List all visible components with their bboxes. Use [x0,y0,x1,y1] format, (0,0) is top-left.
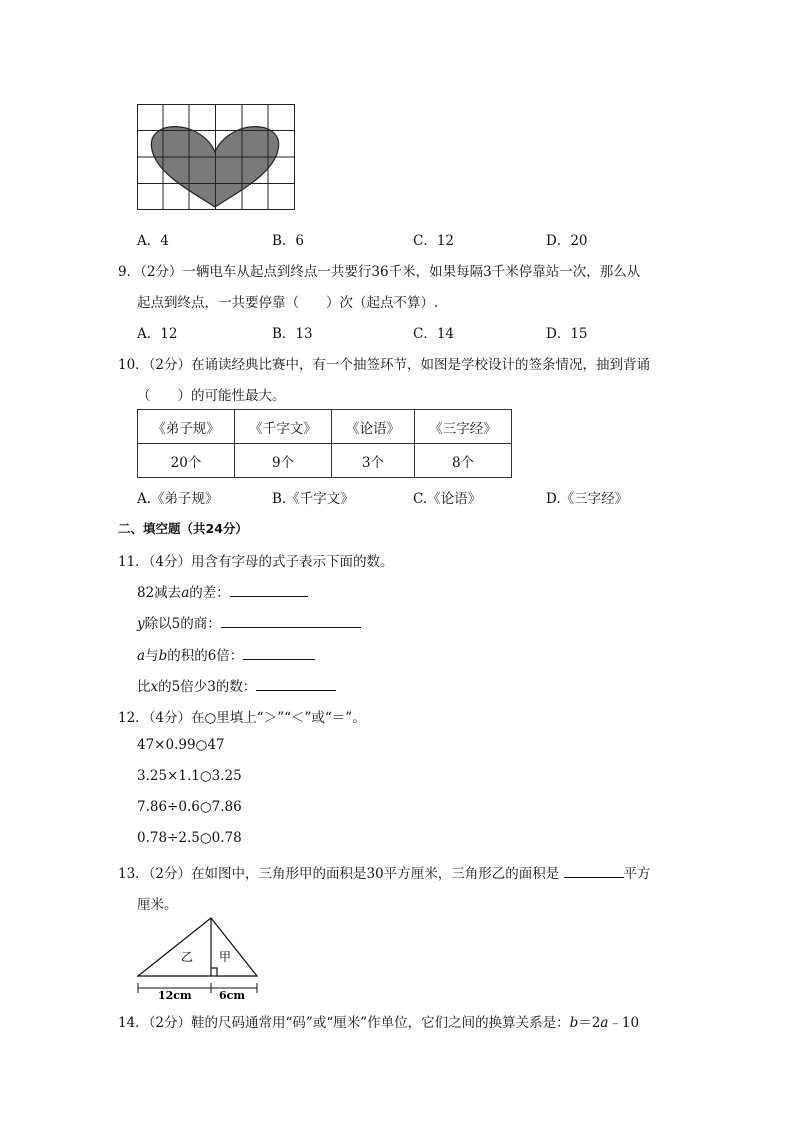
q11-item-1 [137,581,308,601]
q13-line-1 [118,862,651,882]
q9-option-d[interactable]: D．15 [546,326,588,342]
q10-line-1: 10．（2分）在诵读经典比赛中，有一个抽签环节，如图是学校设计的签条情况，抽到背诵 [118,357,651,373]
q9-line-1: 9．（2分）一辆电车从起点到终点一共要行36千米，如果每隔3千米停靠站一次，那么从 [118,264,641,280]
q12-item-2: 3.25×1.1○3.25 [137,768,242,784]
table-header-cell: 《千字文》 [235,410,332,444]
table-header-cell: 《弟子规》 [138,410,235,444]
q11-item-text: 的5倍少3的数： [158,679,257,695]
q9-option-b[interactable]: B．13 [272,326,313,342]
q10-line-2: （ ）的可能性最大。 [137,388,286,404]
answer-blank[interactable] [221,613,361,628]
q11-item-text: 比 [137,679,151,695]
q11-item-4 [137,675,336,695]
table-header-cell: 《三字经》 [415,410,512,444]
triangle-figure [133,915,263,1003]
q14-text: 14．（2分）鞋的尺码通常用“码”或“厘米”作单位，它们之间的换算关系是： [118,1015,570,1031]
q10-option-b[interactable]: B.《千字文》 [272,491,354,507]
table-header-cell: 《论语》 [332,410,415,444]
variable: b [158,648,168,664]
table-cell: 3个 [332,444,415,478]
base-left-label: 12cm [158,989,192,1002]
q13-line-2: 厘米。 [137,897,178,913]
table-cell: 8个 [415,444,512,478]
q14-text: ＝2 [578,1015,601,1031]
q11-item-text: 的差： [189,585,230,601]
q11-stem: 11．（4分）用含有字母的式子表示下面的数。 [118,554,394,570]
q9-option-a[interactable]: A．12 [137,326,178,342]
q12-stem: 12．（4分）在○里填上“＞”“＜”或“＝”。 [118,710,366,726]
q13-text: 13．（2分）在如图中，三角形甲的面积是30平方厘米，三角形乙的面积是 [118,866,560,882]
q9-line-2: 起点到终点，一共要停靠（ ）次（起点不算）. [137,295,439,311]
q10-option-a[interactable]: A.《弟子规》 [137,491,219,507]
q10-option-c[interactable]: C.《论语》 [413,491,482,507]
variable: y [137,616,145,632]
table-row [138,444,512,478]
variable: a [137,648,146,664]
triangle-label-yi: 乙 [181,950,194,964]
q10-option-d[interactable]: D.《三字经》 [546,491,629,507]
q12-item-4: 0.78÷2.5○0.78 [137,830,242,846]
q8-option-a[interactable]: A．4 [137,233,169,249]
q12-item-1: 47×0.99○47 [137,737,225,753]
lottery-table [137,409,512,478]
q9-option-c[interactable]: C．14 [413,326,455,342]
q14-line-1 [118,1011,639,1031]
answer-blank[interactable] [243,645,315,660]
variable: a [600,1015,609,1031]
q8-option-b[interactable]: B．6 [272,233,305,249]
q11-item-text: 82减去 [137,585,182,601]
answer-blank[interactable] [256,676,336,691]
section-heading: 二、填空题（共24分） [118,521,248,536]
table-cell: 20个 [138,444,235,478]
answer-blank[interactable] [230,582,308,597]
q8-option-c[interactable]: C．12 [413,233,455,249]
variable: a [181,585,190,601]
triangle-label-jia: 甲 [219,950,232,964]
q12-item-3: 7.86÷0.6○7.86 [137,799,242,815]
q11-item-text: 的积的6倍： [167,648,244,664]
variable: x [150,679,159,695]
table-row [138,410,512,444]
q14-text: ﹣10 [608,1015,640,1031]
q11-item-2 [137,612,361,632]
table-cell: 9个 [235,444,332,478]
variable: b [569,1015,579,1031]
base-right-label: 6cm [219,989,245,1002]
q13-text: 平方 [623,866,651,882]
heart-grid-figure [137,104,295,210]
q11-item-text: 除以5的商： [144,616,221,632]
q8-option-d[interactable]: D．20 [546,233,588,249]
q11-item-3 [137,644,315,664]
q11-item-text: 与 [145,648,159,664]
answer-blank[interactable] [564,863,624,878]
